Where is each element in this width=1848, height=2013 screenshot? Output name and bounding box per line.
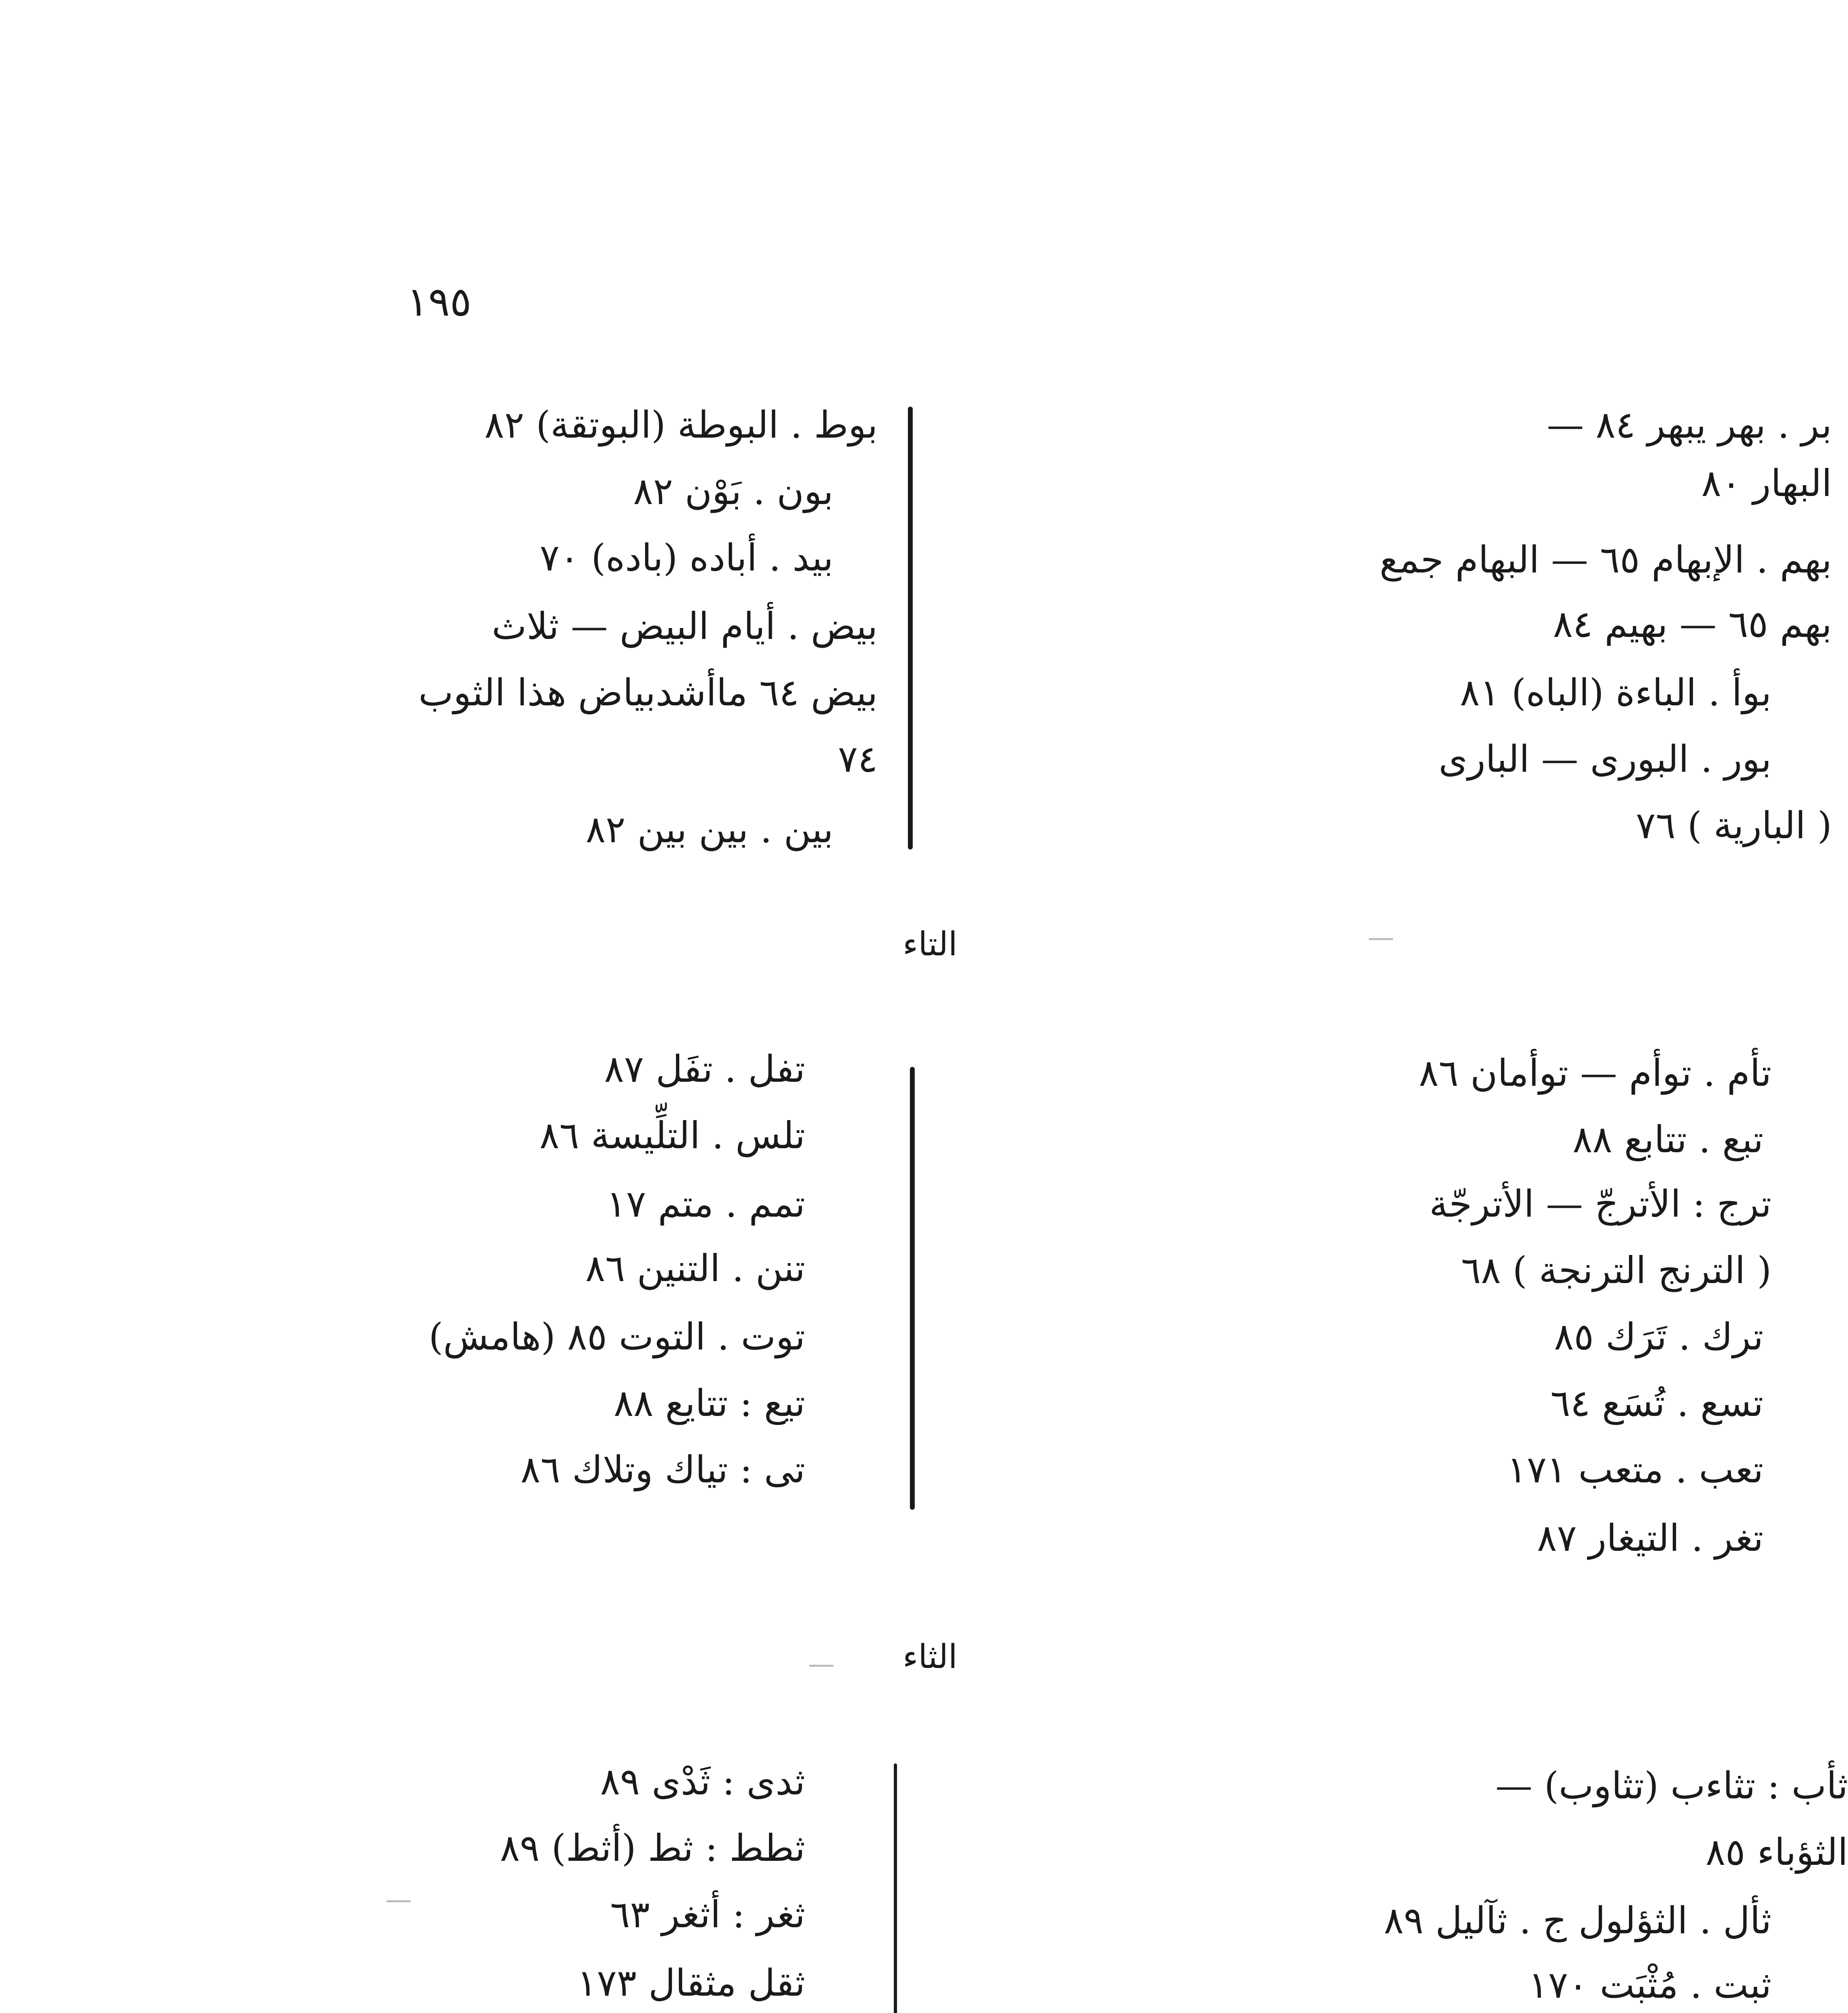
index-entry: تيع : تتايع ٨٨ xyxy=(614,1382,805,1425)
index-entry: تغر . التيغار ٨٧ xyxy=(1537,1517,1763,1560)
index-entry: ثأل . الثؤلول ج . ثآليل ٨٩ xyxy=(1383,1899,1772,1942)
column-divider xyxy=(894,1763,897,2013)
index-entry: بهم ٦٥ — بهيم ٨٤ xyxy=(1553,603,1832,646)
index-entry: ثبت . مُثْبَت ١٧٠ xyxy=(1528,1963,1772,2007)
index-entry: تنن . التنين ٨٦ xyxy=(585,1247,805,1290)
index-entry: ترج : الأترجّ — الأترجّة xyxy=(1429,1182,1772,1226)
index-entry: تمم . متم ١٧ xyxy=(606,1182,805,1226)
index-entry: ثطط : ثط (أثط) ٨٩ xyxy=(500,1827,805,1870)
index-entry: ٧٤ xyxy=(838,738,878,781)
stray-mark xyxy=(387,1900,411,1902)
index-entry: بهم . الإبهام ٦٥ — البهام جمع xyxy=(1379,538,1832,581)
index-entry: بور . البورى — البارى xyxy=(1439,738,1772,781)
section-title-ta: التاء xyxy=(902,925,958,963)
index-entry: ثقل مثقال ١٧٣ xyxy=(577,1961,805,2005)
index-entry: تسع . تُسَع ٦٤ xyxy=(1550,1382,1763,1425)
index-entry: الثؤباء ٨٥ xyxy=(1705,1831,1848,1874)
index-entry: بيض . أيام البيض — ثلاث xyxy=(492,605,878,648)
index-entry: بيد . أباده (باده) ٧٠ xyxy=(540,536,833,579)
index-entry: بيض ٦٤ ماأشدبياض هذا الثوب xyxy=(418,671,878,714)
index-entry: تعب . متعب ١٧١ xyxy=(1507,1448,1763,1491)
index-entry: بر . بهر يبهر ٨٤ — xyxy=(1547,403,1832,446)
index-entry: تأم . توأم — توأمان ٨٦ xyxy=(1418,1052,1772,1095)
index-entry: البهار ٨٠ xyxy=(1701,462,1832,505)
left-column xyxy=(362,0,805,2013)
index-entry: ثدى : ثَدْى ٨٩ xyxy=(600,1760,805,1803)
page-number: ١٩٥ xyxy=(407,278,472,325)
index-entry: تلس . التلِّيسة ٨٦ xyxy=(539,1114,805,1157)
index-entry: تبع . تتابع ٨٨ xyxy=(1572,1118,1763,1161)
index-entry: ترك . تَرَك ٨٥ xyxy=(1554,1315,1763,1358)
section-title-tha: الثاء xyxy=(902,1638,958,1676)
index-entry: بين . بين بين ٨٢ xyxy=(585,808,833,851)
index-entry: بوط . البوطة (البوتقة) ٨٢ xyxy=(484,403,878,446)
index-entry: ( الترنج الترنجة ) ٦٨ xyxy=(1461,1249,1772,1292)
index-entry: توت . التوت ٨٥ (هامش) xyxy=(428,1315,805,1358)
index-entry: بوأ . الباءة (الباه) ٨١ xyxy=(1460,671,1772,714)
index-entry: ثأب : تثاءب (تثاوب) — xyxy=(1495,1764,1848,1807)
index-entry: بون . بَوْن ٨٢ xyxy=(633,470,833,513)
index-entry: تفل . تفَل ٨٧ xyxy=(604,1048,805,1091)
index-entry: ثغر : أثغر ٦٣ xyxy=(610,1893,805,1936)
right-column xyxy=(946,0,1848,2013)
index-entry: ( البارية ) ٧٦ xyxy=(1635,804,1832,847)
index-entry: تى : تياك وتلاك ٨٦ xyxy=(520,1448,805,1491)
